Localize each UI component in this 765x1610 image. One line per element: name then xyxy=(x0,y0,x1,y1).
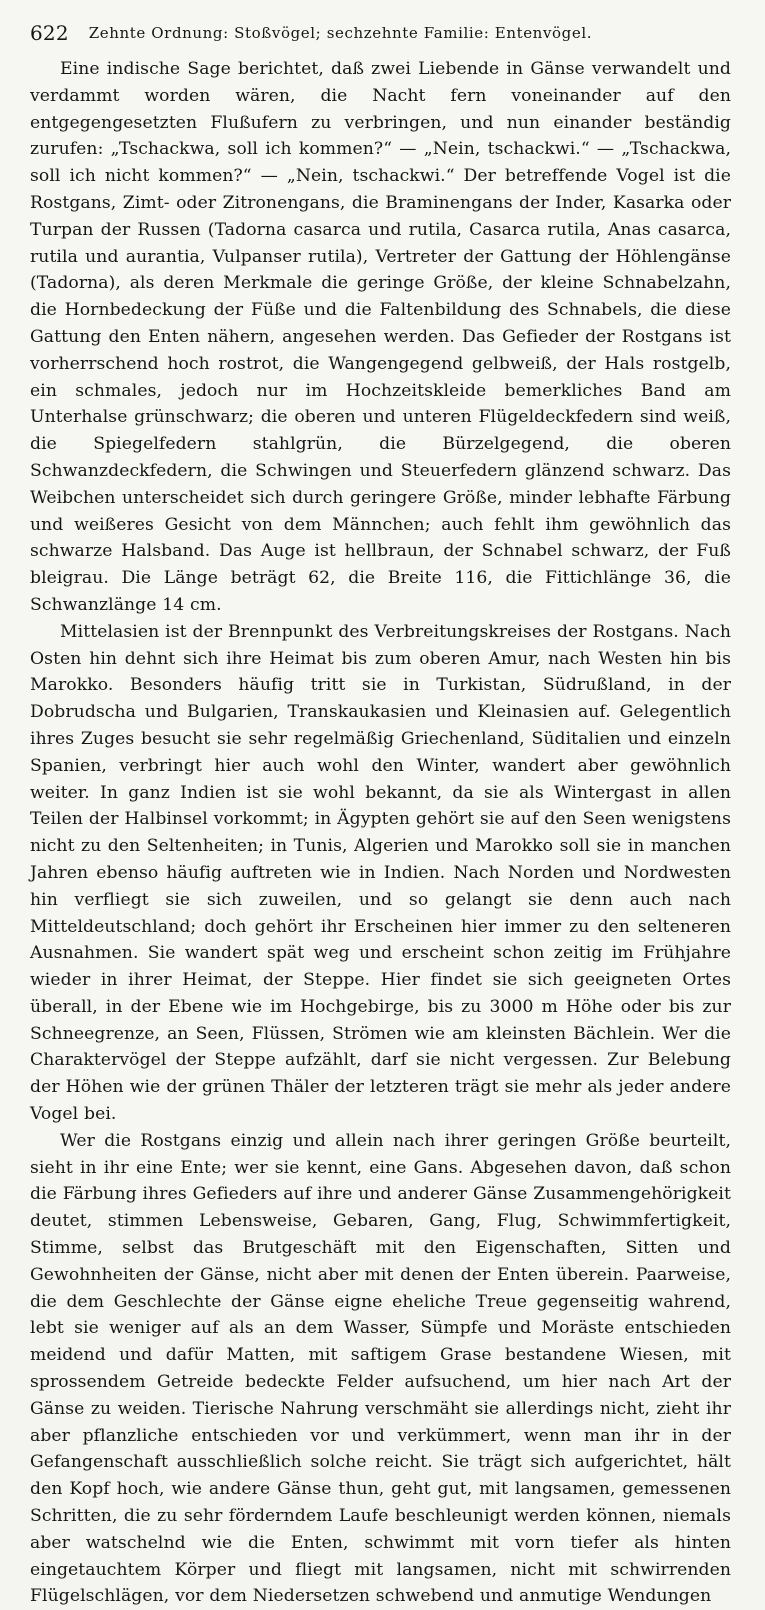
body-text xyxy=(30,56,731,1610)
page-header xyxy=(30,16,731,50)
paragraph-3: Wer die Rostgans einzig und allein nach ihrer geringen Größe beurteilt, sieht in ihr eine Ente; wer sie kennt, eine Gans. Abgesehen davon, daß schon die Färbung ihres Gefieders auf ihre und anderer Gänse Zusammengehörigkeit deutet, stimmen Lebensweise, Gebaren, Gang, Flug, Schwimmfertigkeit, Stimme, selbst das Brutgeschäft mit den Eigenschaften, Sitten und Gewohnheiten der Gänse, nicht aber mit denen der Enten überein. Paarweise, die dem Geschlechte der Gänse eigne eheliche Treue gegenseitig wahrend, lebt sie weniger auf als an dem Wasser, Sümpfe und Moräste entschieden meidend und dafür Matten, mit saftigem Grase bestandene Wiesen, mit sprossendem Getreide bedeckte Felder aufsuchend, um hier nach Art der Gänse zu weiden. Tierische Nahrung verschmäht sie allerdings nicht, zieht ihr aber pflanzliche entschieden vor und verkümmert, wenn man ihr in der Gefangenschaft ausschließlich solche reicht. Sie trägt sich aufgerichtet, hält den Kopf hoch, wie andere Gänse thun, geht gut, mit langsamen, gemessenen Schritten, die zu sehr förderndem Laufe beschleunigt werden können, niemals aber watschelnd wie die Enten, schwimmt mit vorn tiefer als hinten eingetauchtem Körper und fliegt mit langsamen, nicht mit schwirrenden Flügelschlägen, vor dem Niedersetzen schwebend und anmutige Wendungen xyxy=(30,1130,731,1607)
running-head: Zehnte Ordnung: Stoßvögel; sechzehnte Familie: Entenvögel. xyxy=(88,23,593,42)
paragraph-1: Eine indische Sage berichtet, daß zwei Liebende in Gänse verwandelt und verdammt worden wären, die Nacht fern voneinander auf den entgegengesetzten Flußufern zu verbringen, und nun einander beständig zurufen: „Tschackwa, soll ich kommen?“ — „Nein, tschackwi.“ — „Tschackwa, soll ich nicht kommen?“ — „Nein, tschackwi.“ Der betreffende Vogel ist die Rostgans, Zimt- oder Zitronengans, die Braminengans der Inder, Kasarka oder Turpan der Russen (Tadorna casarca und rutila, Casarca rutila, Anas casarca, rutila und aurantia, Vulpanser rutila), Vertreter der Gattung der Höhlengänse (Tadorna), als deren Merkmale die geringe Größe, der kleine Schnabelzahn, die Hornbedeckung der Füße und die Faltenbildung des Schnabels, die diese Gattung den Enten nähern, angesehen werden. Das Gefieder der Rostgans ist vorherrschend hoch rostrot, die Wangengegend gelbweiß, der Hals rostgelb, ein schmales, jedoch nur im Hochzeitskleide bemerkliches Band am Unterhalse grünschwarz; die oberen und unteren Flügeldeckfedern sind weiß, die Spiegelfedern stahlgrün, die Bürzelgegend, die oberen Schwanzdeckfedern, die Schwingen und Steuerfedern glänzend schwarz. Das Weibchen unterscheidet sich durch geringere Größe, minder lebhafte Färbung und weißeres Gesicht von dem Männchen; auch fehlt ihm gewöhnlich das schwarze Halsband. Das Auge ist hellbraun, der Schnabel schwarz, der Fuß bleigrau. Die Länge beträgt 62, die Breite 116, die Fittichlänge 36, die Schwanzlänge 14 cm. xyxy=(30,59,731,615)
page-number: 622 xyxy=(30,21,69,45)
paragraph-2: Mittelasien ist der Brennpunkt des Verbreitungskreises der Rostgans. Nach Osten hin dehnt sich ihre Heimat bis zum oberen Amur, nach Westen hin bis Marokko. Besonders häufig tritt sie in Turkistan, Südrußland, in der Dobrudscha und Bulgarien, Transkaukasien und Kleinasien auf. Gelegentlich ihres Zuges besucht sie sehr regelmäßig Griechenland, Süditalien und einzeln Spanien, verbringt hier auch wohl den Winter, wandert aber gewöhnlich weiter. In ganz Indien ist sie wohl bekannt, da sie als Wintergast in allen Teilen der Halbinsel vorkommt; in Ägypten gehört sie auf den Seen wenigstens nicht zu den Seltenheiten; in Tunis, Algerien und Marokko soll sie in manchen Jahren ebenso häufig auftreten wie in Indien. Nach Norden und Nordwesten hin verfliegt sie sich zuweilen, und so gelangt sie denn auch nach Mitteldeutschland; doch gehört ihr Erscheinen hier immer zu den selteneren Ausnahmen. Sie wandert spät weg und erscheint schon zeitig im Frühjahre wieder in ihrer Heimat, der Steppe. Hier findet sie sich geeigneten Ortes überall, in der Ebene wie im Hochgebirge, bis zu 3000 m Höhe oder bis zur Schneegrenze, an Seen, Flüssen, Strömen wie am kleinsten Bächlein. Wer die Charaktervögel der Steppe aufzählt, darf sie nicht vergessen. Zur Belebung der Höhen wie der grünen Thäler der letzteren trägt sie mehr als jeder andere Vogel bei. xyxy=(30,621,731,1125)
